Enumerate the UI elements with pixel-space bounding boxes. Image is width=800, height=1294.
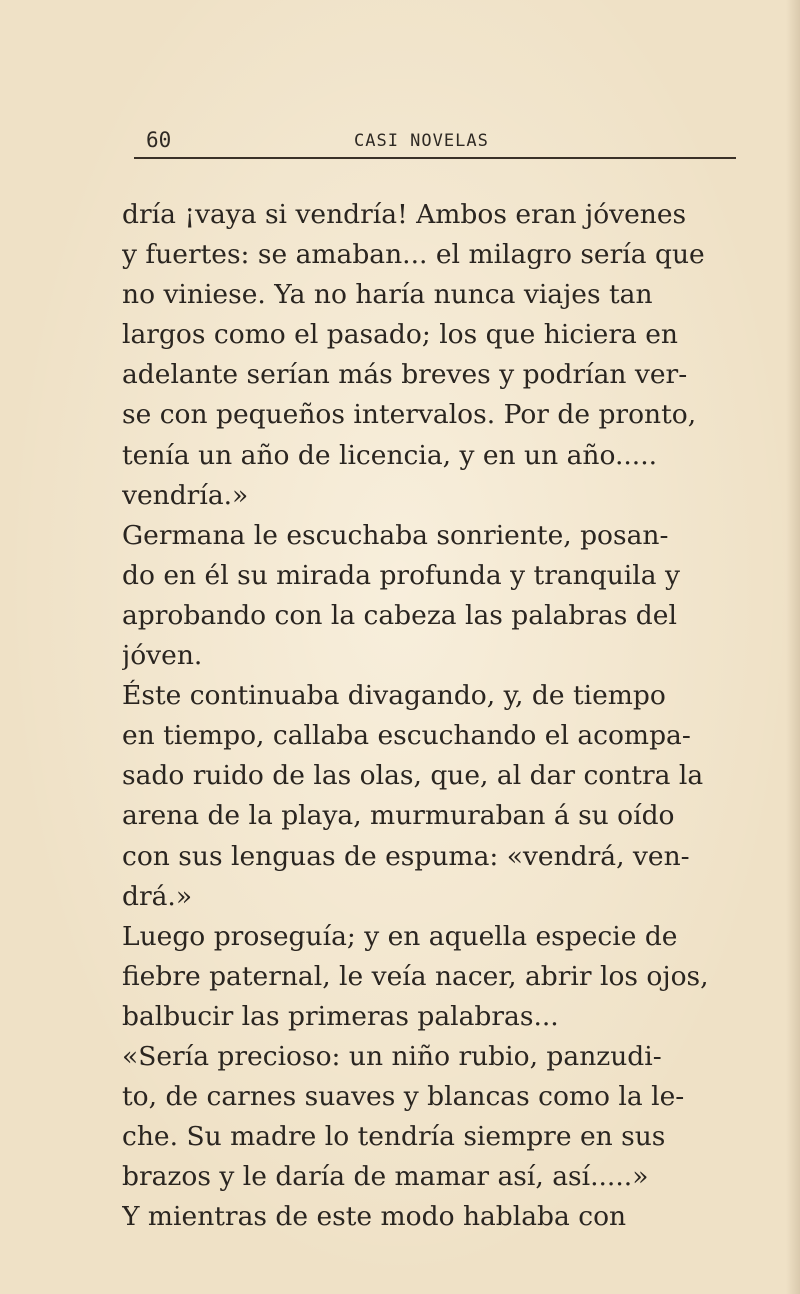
- page-edge-shadow: [786, 0, 800, 1294]
- text-line: «Sería precioso: un niño rubio, panzudi-: [122, 1040, 662, 1072]
- text-line: Éste continuaba divagando, y, de tiempo: [122, 680, 666, 712]
- page-number: 60: [146, 128, 172, 152]
- text-line: con sus lenguas de espuma: «vendrá, ven-: [122, 840, 690, 872]
- text-line: che. Su madre lo tendría siempre en sus: [122, 1121, 666, 1153]
- text-line: tenía un año de licencia, y en un año.....: [122, 439, 658, 471]
- text-line: dría ¡vaya si vendría! Ambos eran jóvenes: [122, 199, 687, 230]
- text-line: to, de carnes suaves y blancas como la le-: [122, 1081, 685, 1113]
- body-text: [122, 195, 738, 1237]
- text-line: aprobando con la cabeza las palabras del: [122, 599, 677, 631]
- text-line: sado ruido de las olas, que, al dar contra la: [122, 760, 704, 792]
- text-line: vendría.»: [122, 479, 249, 511]
- running-title: CASI NOVELAS: [354, 131, 489, 151]
- text-line: Luego proseguía; y en aquella especie de: [122, 920, 678, 952]
- text-line: largos como el pasado; los que hiciera en: [122, 319, 678, 351]
- text-line: en tiempo, callaba escuchando el acompa-: [122, 720, 691, 752]
- text-line: no viniese. Ya no haría nunca viajes tan: [122, 279, 653, 311]
- text-line: brazos y le daría de mamar así, así.....»: [122, 1161, 649, 1193]
- header-rule: [134, 157, 736, 159]
- text-line: Y mientras de este modo hablaba con: [122, 1201, 627, 1233]
- text-line: se con pequeños intervalos. Por de pronto,: [122, 399, 697, 431]
- text-line: adelante serían más breves y podrían ver-: [122, 359, 688, 391]
- text-line: do en él su mirada profunda y tranquila y: [122, 559, 680, 591]
- text-line: y fuertes: se amaban... el milagro sería que: [122, 239, 705, 271]
- text-line: fiebre paternal, le veía nacer, abrir los ojos,: [122, 960, 709, 992]
- text-line: balbucir las primeras palabras...: [122, 1000, 559, 1032]
- text-line: jóven.: [122, 640, 203, 672]
- text-line: drá.»: [122, 880, 193, 912]
- text-line: arena de la playa, murmuraban á su oído: [122, 800, 675, 832]
- page-header: [122, 128, 734, 158]
- text-line: Germana le escuchaba sonriente, posan-: [122, 519, 669, 551]
